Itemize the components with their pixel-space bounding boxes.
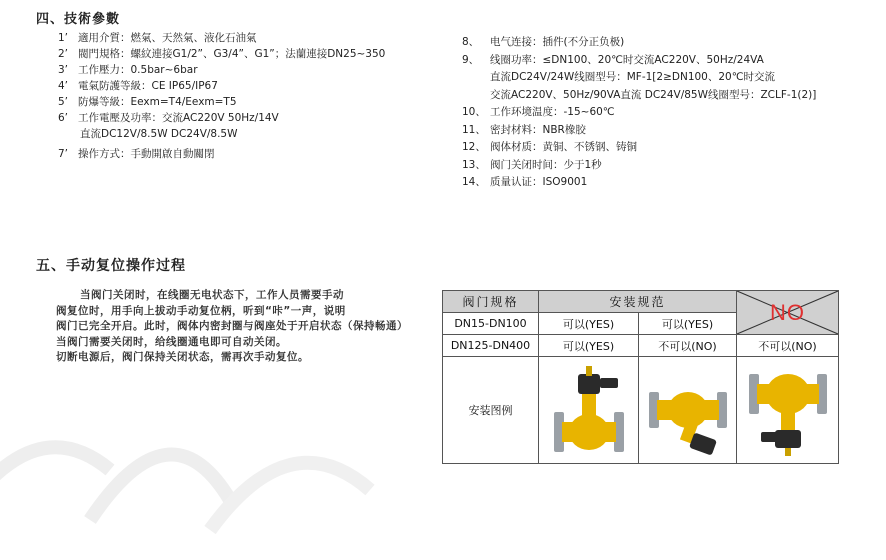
param-item: 13、 阀门关闭时间：少于1秒 xyxy=(462,158,602,171)
install-image-angled xyxy=(639,357,737,464)
valve-angled-icon xyxy=(643,360,733,460)
spec-cell: DN125-DN400 xyxy=(443,335,539,357)
tech-params-right xyxy=(462,34,882,192)
tech-params-left xyxy=(58,30,448,162)
spec-cell: DN15-DN100 xyxy=(443,313,539,335)
no-install-cell xyxy=(737,291,839,335)
param-item: 4’ 電氣防護等級：CE IP65/IP67 xyxy=(58,80,218,92)
install-cell: 可以(YES) xyxy=(539,335,639,357)
table-row-images xyxy=(443,357,839,464)
param-item: 11、 密封材料：NBR橡胶 xyxy=(462,123,586,136)
install-cell: 不可以(NO) xyxy=(639,335,737,357)
procedure-line: 当阀门关闭时，在线圈无电状态下，工作人员需要手动 xyxy=(80,289,344,301)
param-item-continued: 直流DC24V/24W线圈型号：MF-1[2≥DN100、20℃时交流 xyxy=(490,71,776,83)
installation-spec-table xyxy=(442,290,839,464)
install-cell: 可以(YES) xyxy=(539,313,639,335)
section5-title: 五、手动复位操作过程 xyxy=(36,258,186,274)
procedure-line: 阀门已完全开启。此时，阀体内密封圈与阀座处于开启状态（保持畅通） xyxy=(56,320,408,332)
install-image-inverted xyxy=(737,357,839,464)
header-valve-spec: 阀门规格 xyxy=(443,291,539,313)
param-item: 14、 质量认证：ISO9001 xyxy=(462,176,588,188)
procedure-line: 阀复位时，用手向上拔动手动复位柄，听到“咔”一声，说明 xyxy=(56,304,346,317)
procedure-line: 切断电源后，阀门保持关闭状态，需再次手动复位。 xyxy=(56,351,309,363)
param-item: 12、 阀体材质：黄铜、不锈钢、铸铜 xyxy=(462,141,637,153)
param-item-continued: 直流DC12V/8.5W DC24V/8.5W xyxy=(80,128,238,140)
install-cell: 不可以(NO) xyxy=(737,335,839,357)
section4-title: 四、技術參數 xyxy=(36,12,121,27)
param-item: 10、 工作环境温度：-15~60℃ xyxy=(462,106,615,118)
param-item-continued: 交流AC220V、50Hz/90VA直流 DC24V/85W线圈型号：ZCLF-1(2)] xyxy=(490,88,817,101)
table-row xyxy=(443,335,839,357)
param-item: 8、 电气连接：插件(不分正负极) xyxy=(462,36,625,48)
install-image-vertical xyxy=(539,357,639,464)
param-item: 7’ 操作方式：手動開啟自動關閉 xyxy=(58,148,215,160)
param-item: 3’ 工作壓力：0.5bar~6bar xyxy=(58,64,198,76)
param-item: 6’ 工作電壓及功率：交流AC220V 50Hz/14V xyxy=(58,112,279,124)
install-cell: 可以(YES) xyxy=(639,313,737,335)
table-header-row xyxy=(443,291,839,313)
procedure-line: 当阀门需要关闭时，给线圈通电即可自动关闭。 xyxy=(56,335,287,348)
valve-inverted-icon xyxy=(743,360,833,460)
param-item: 9、 线圈功率：≤DN100、20℃时交流AC220V、50Hz/24VA xyxy=(462,53,764,66)
valve-upright-icon xyxy=(544,360,634,460)
image-row-label: 安装图例 xyxy=(443,357,539,464)
param-item: 1’ 適用介質：燃氣、天然氣、液化石油氣 xyxy=(58,32,257,44)
param-item: 2’ 閥門規格：螺紋連接G1/2”、G3/4”、G1”；法蘭連接DN25~350 xyxy=(58,48,386,60)
no-label: NO xyxy=(770,299,805,325)
manual-reset-procedure xyxy=(56,288,431,366)
header-install-spec: 安装规范 xyxy=(539,291,737,313)
param-item: 5’ 防爆等級：Eexm=T4/Eexm=T5 xyxy=(58,96,237,108)
